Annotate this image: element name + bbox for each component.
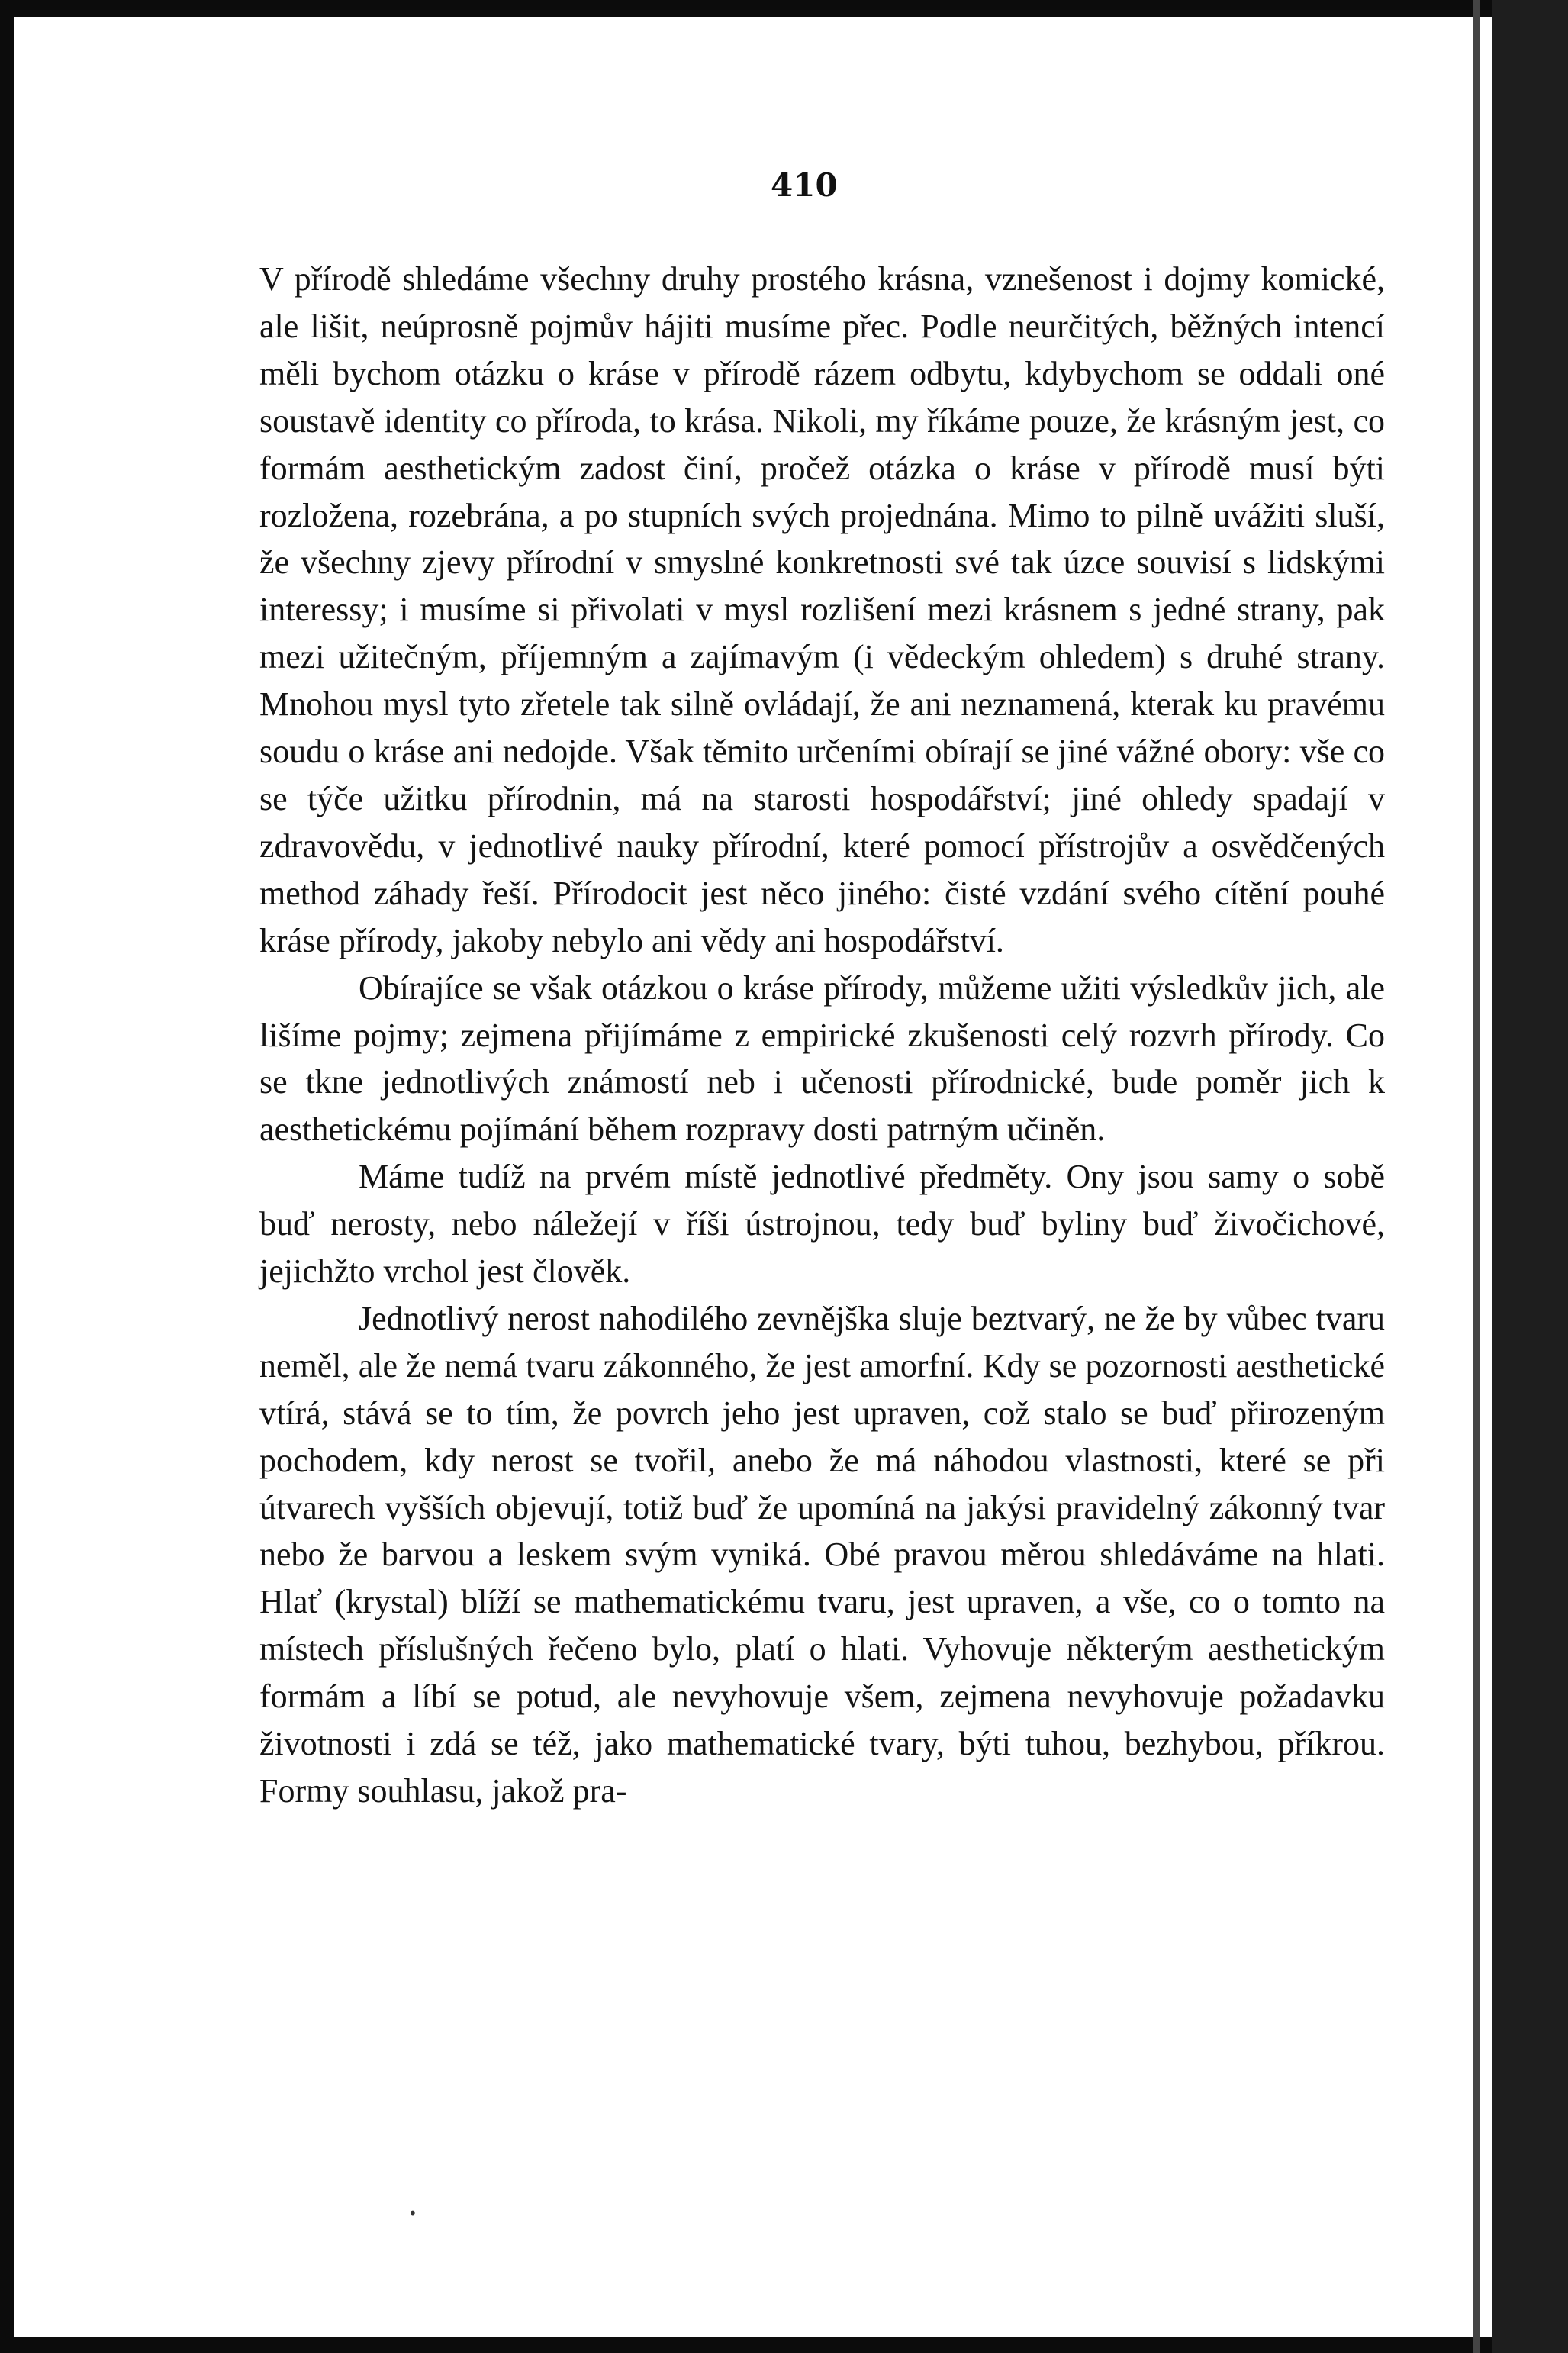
page-number: 410 <box>771 166 838 204</box>
body-text <box>259 256 1385 1815</box>
page-edge-shadow <box>1473 0 1480 2353</box>
paragraph: V přírodě shledáme všechny druhy prostého krásna, vznešenost i dojmy komické, ale lišit, neúprosně pojmův hájiti musíme přec. Podle neurčitých, běžných intencí měli bychom otázku o kráse v přírodě rázem odbytu, kdybychom se oddali oné soustavě identity co příroda, to krása. Nikoli, my říkáme pouze, že krásným jest, co formám aesthetickým zadost činí, pročež otázka o kráse v přírodě musí býti rozložena, rozebrána, a po stupních svých projednána. Mimo to pilně uvážiti sluší, že všechny zjevy přírodní v smyslné konkretnosti své tak úzce souvisí s lidskými interessy; i musíme si přivolati v mysl rozlišení mezi krásnem s jedné strany, pak mezi užitečným, příjemným a zajímavým (i vědeckým ohledem) s druhé strany. Mnohou mysl tyto zřetele tak silně ovládají, že ani neznamená, kterak ku pravému soudu o kráse ani nedojde. Však těmito určeními obírají se jiné vážné obory: vše co se týče užitku přírodnin, má na starosti hospodářství; jiné ohledy spadají v zdravovědu, v jednotlivé nauky přírodní, které pomocí přístrojův a osvědčených method záhady řeší. Přírodocit jest něco jiného: čisté vzdání svého cítění pouhé kráse přírody, jakoby nebylo ani vědy ani hospodářství. <box>259 260 1385 959</box>
paragraph: Jednotlivý nerost nahodilého zevnějška sluje beztvarý, ne že by vůbec tvaru neměl, ale že nemá tvaru zákonného, že jest amorfní. Kdy se pozornosti aesthetické vtírá, stává se to tím, že povrch jeho jest upraven, což stalo se buď přirozeným pochodem, kdy nerost se tvořil, anebo že má náhodou vlastnosti, které se při útvarech vyšších objevují, totiž buď že upomíná na jakýsi pravidelný zákonný tvar nebo že barvou a leskem svým vyniká. Obé pravou měrou shledáváme na hlati. Hlať (krystal) blíží se mathematickému tvaru, jest upraven, a vše, co o tomto na místech příslušných řečeno bylo, platí o hlati. Vyhovuje některým aesthetickým formám a líbí se potud, ale nevyhovuje všem, zejmena nevyhovuje požadavku životnosti i zdá se též, jako mathematické tvary, býti tuhou, bezhybou, příkrou. Formy souhlasu, jakož pra- <box>259 1299 1385 1810</box>
printer-mark-icon: • <box>408 2204 417 2222</box>
paragraph: Máme tudíž na prvém místě jednotlivé předměty. Ony jsou samy o sobě buď nerosty, nebo náležejí v říši ústrojnou, tedy buď byliny buď živočichové, jejichžto vrchol jest člověk. <box>259 1158 1385 1291</box>
scan-border-top <box>0 0 1496 17</box>
paragraph: Obírajíce se však otázkou o kráse přírody, můžeme užiti výsledkův jich, ale lišíme pojmy; zejmena přijímáme z empirické zkušenosti celý rozvrh přírody. Co se tkne jednotlivých známostí neb i učenosti přírodnické, bude poměr jich k aesthetickému pojímání během rozpravy dosti patrným učiněn. <box>259 969 1385 1149</box>
scan-border-bottom <box>0 2337 1496 2353</box>
scan-border-right <box>1492 0 1568 2353</box>
scan-border-left <box>0 0 14 2353</box>
